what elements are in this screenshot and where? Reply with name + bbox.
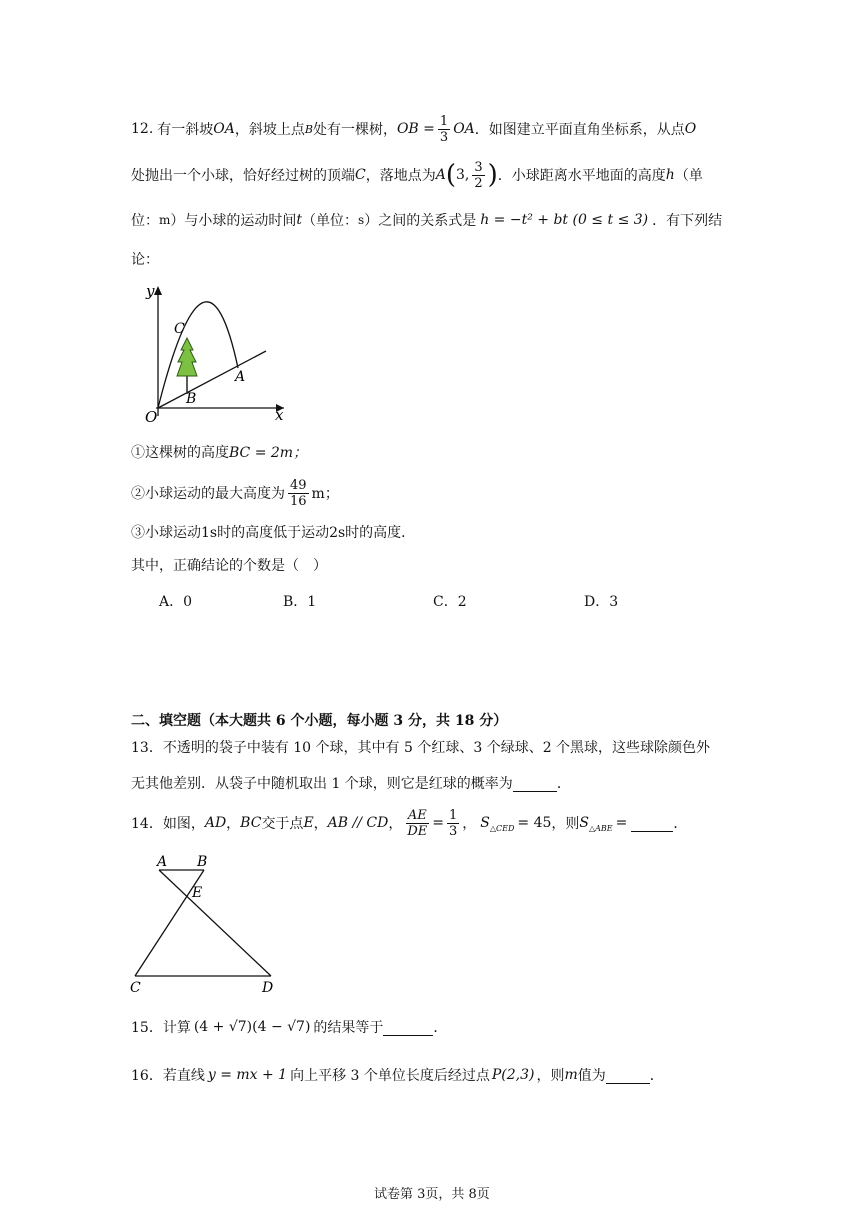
page-footer: 试卷第 3页，共 8页 — [374, 1187, 490, 1202]
q15-expression: (4 + √7)(4 − √7) — [193, 1019, 311, 1035]
q14-line: 14．如图， AD ， BC 交于点 E ， AB // CD ， $\frac{AE}{DE}$ = $\frac{1}{3}$ ， S △CED = 45 ，则 S △ABE = ． — [131, 807, 688, 839]
q14-triangle-figure — [126, 850, 286, 998]
q13-line-1: 13．不透明的袋子中装有 10 个球，其中有 5 个红球、3 个绿球、2 个黑球，这些球除颜色外 — [131, 740, 711, 756]
segment-AD — [159, 870, 271, 976]
label-B: B — [186, 391, 197, 407]
tree-icon — [177, 338, 197, 376]
fraction-three-halves: $\frac{3}{2}$ — [474, 159, 483, 191]
q12-line-3: 位： m ）与小球的运动时间 t （单位： s ）之间的关系式是 h = −t² + bt (0 ≤ t ≤ 3) ．有下列结 — [131, 212, 723, 229]
q12-line-4: 论： — [131, 252, 159, 268]
label-x: x — [275, 406, 284, 424]
q12-line-1: 12. 有一斜坡 OA ，斜坡上点 B 处有一棵树， OB = $\frac{1}{3}$ OA ．如图建立平面直角坐标系，从点 O — [131, 113, 697, 145]
label-B: B — [197, 854, 208, 870]
choice-a[interactable]: A．0 — [159, 594, 193, 610]
q15-line: 15．计算 (4 + √7)(4 − √7) 的结果等于 ． — [131, 1019, 448, 1036]
choice-d[interactable]: D．3 — [584, 594, 619, 610]
height-formula: h = −t² + bt (0 ≤ t ≤ 3) — [480, 212, 649, 228]
q12-number: 12. — [131, 121, 154, 137]
label-E: E — [192, 885, 203, 901]
fraction-ae-de: $\frac{AE}{DE}$ — [407, 807, 428, 839]
q15-answer-blank[interactable] — [383, 1019, 433, 1036]
q16-line: 16．若直线 y = mx + 1 向上平移 3 个单位长度后经过点 P(2,3) ，则 m 值为 ． — [131, 1067, 664, 1084]
label-A: A — [235, 369, 246, 385]
conclusion-3: ③小球运动1s时的高度低于运动2s时的高度． — [131, 525, 416, 541]
conclusion-2: ②小球运动的最大高度为 $\frac{49}{16}$ m； — [131, 477, 339, 509]
label-C: C — [174, 321, 185, 337]
q16-answer-blank[interactable] — [606, 1067, 650, 1084]
slope-line — [158, 351, 266, 408]
label-A: A — [157, 854, 168, 870]
choice-b[interactable]: B．1 — [283, 594, 317, 610]
conclusion-1: ①这棵树的高度 BC = 2m； — [131, 445, 308, 461]
q12-question: 其中，正确结论的个数是（ ） — [131, 558, 327, 574]
label-O: O — [145, 408, 158, 426]
q13-answer-blank[interactable] — [513, 775, 557, 792]
label-D: D — [262, 980, 274, 996]
choice-c[interactable]: C．2 — [433, 594, 467, 610]
fraction-one-third-b: $\frac{1}{3}$ — [449, 807, 458, 839]
label-C: C — [130, 980, 141, 996]
q13-line-2: 无其他差别．从袋子中随机取出 1 个球，则它是红球的概率为 ． — [131, 776, 571, 792]
q14-answer-blank[interactable] — [631, 815, 673, 832]
ball-trajectory — [158, 302, 238, 408]
q12-trajectory-figure — [136, 278, 296, 428]
section-title: 二、填空题（本大题共 6 个小题，每小题 3 分，共 18 分） — [131, 713, 508, 729]
label-y: y — [146, 282, 155, 300]
fraction-49-16: $\frac{49}{16}$ — [290, 477, 307, 509]
y-axis-arrow-icon — [154, 286, 162, 295]
q12-line-2: 处抛出一个小球，恰好经过树的顶端 C ，落地点为 A ( 3, $\frac{3}{2}$ ) ．小球距离水平地面的高度 h （单 — [131, 159, 703, 191]
fraction-one-third: $\frac{1}{3}$ — [439, 113, 449, 145]
